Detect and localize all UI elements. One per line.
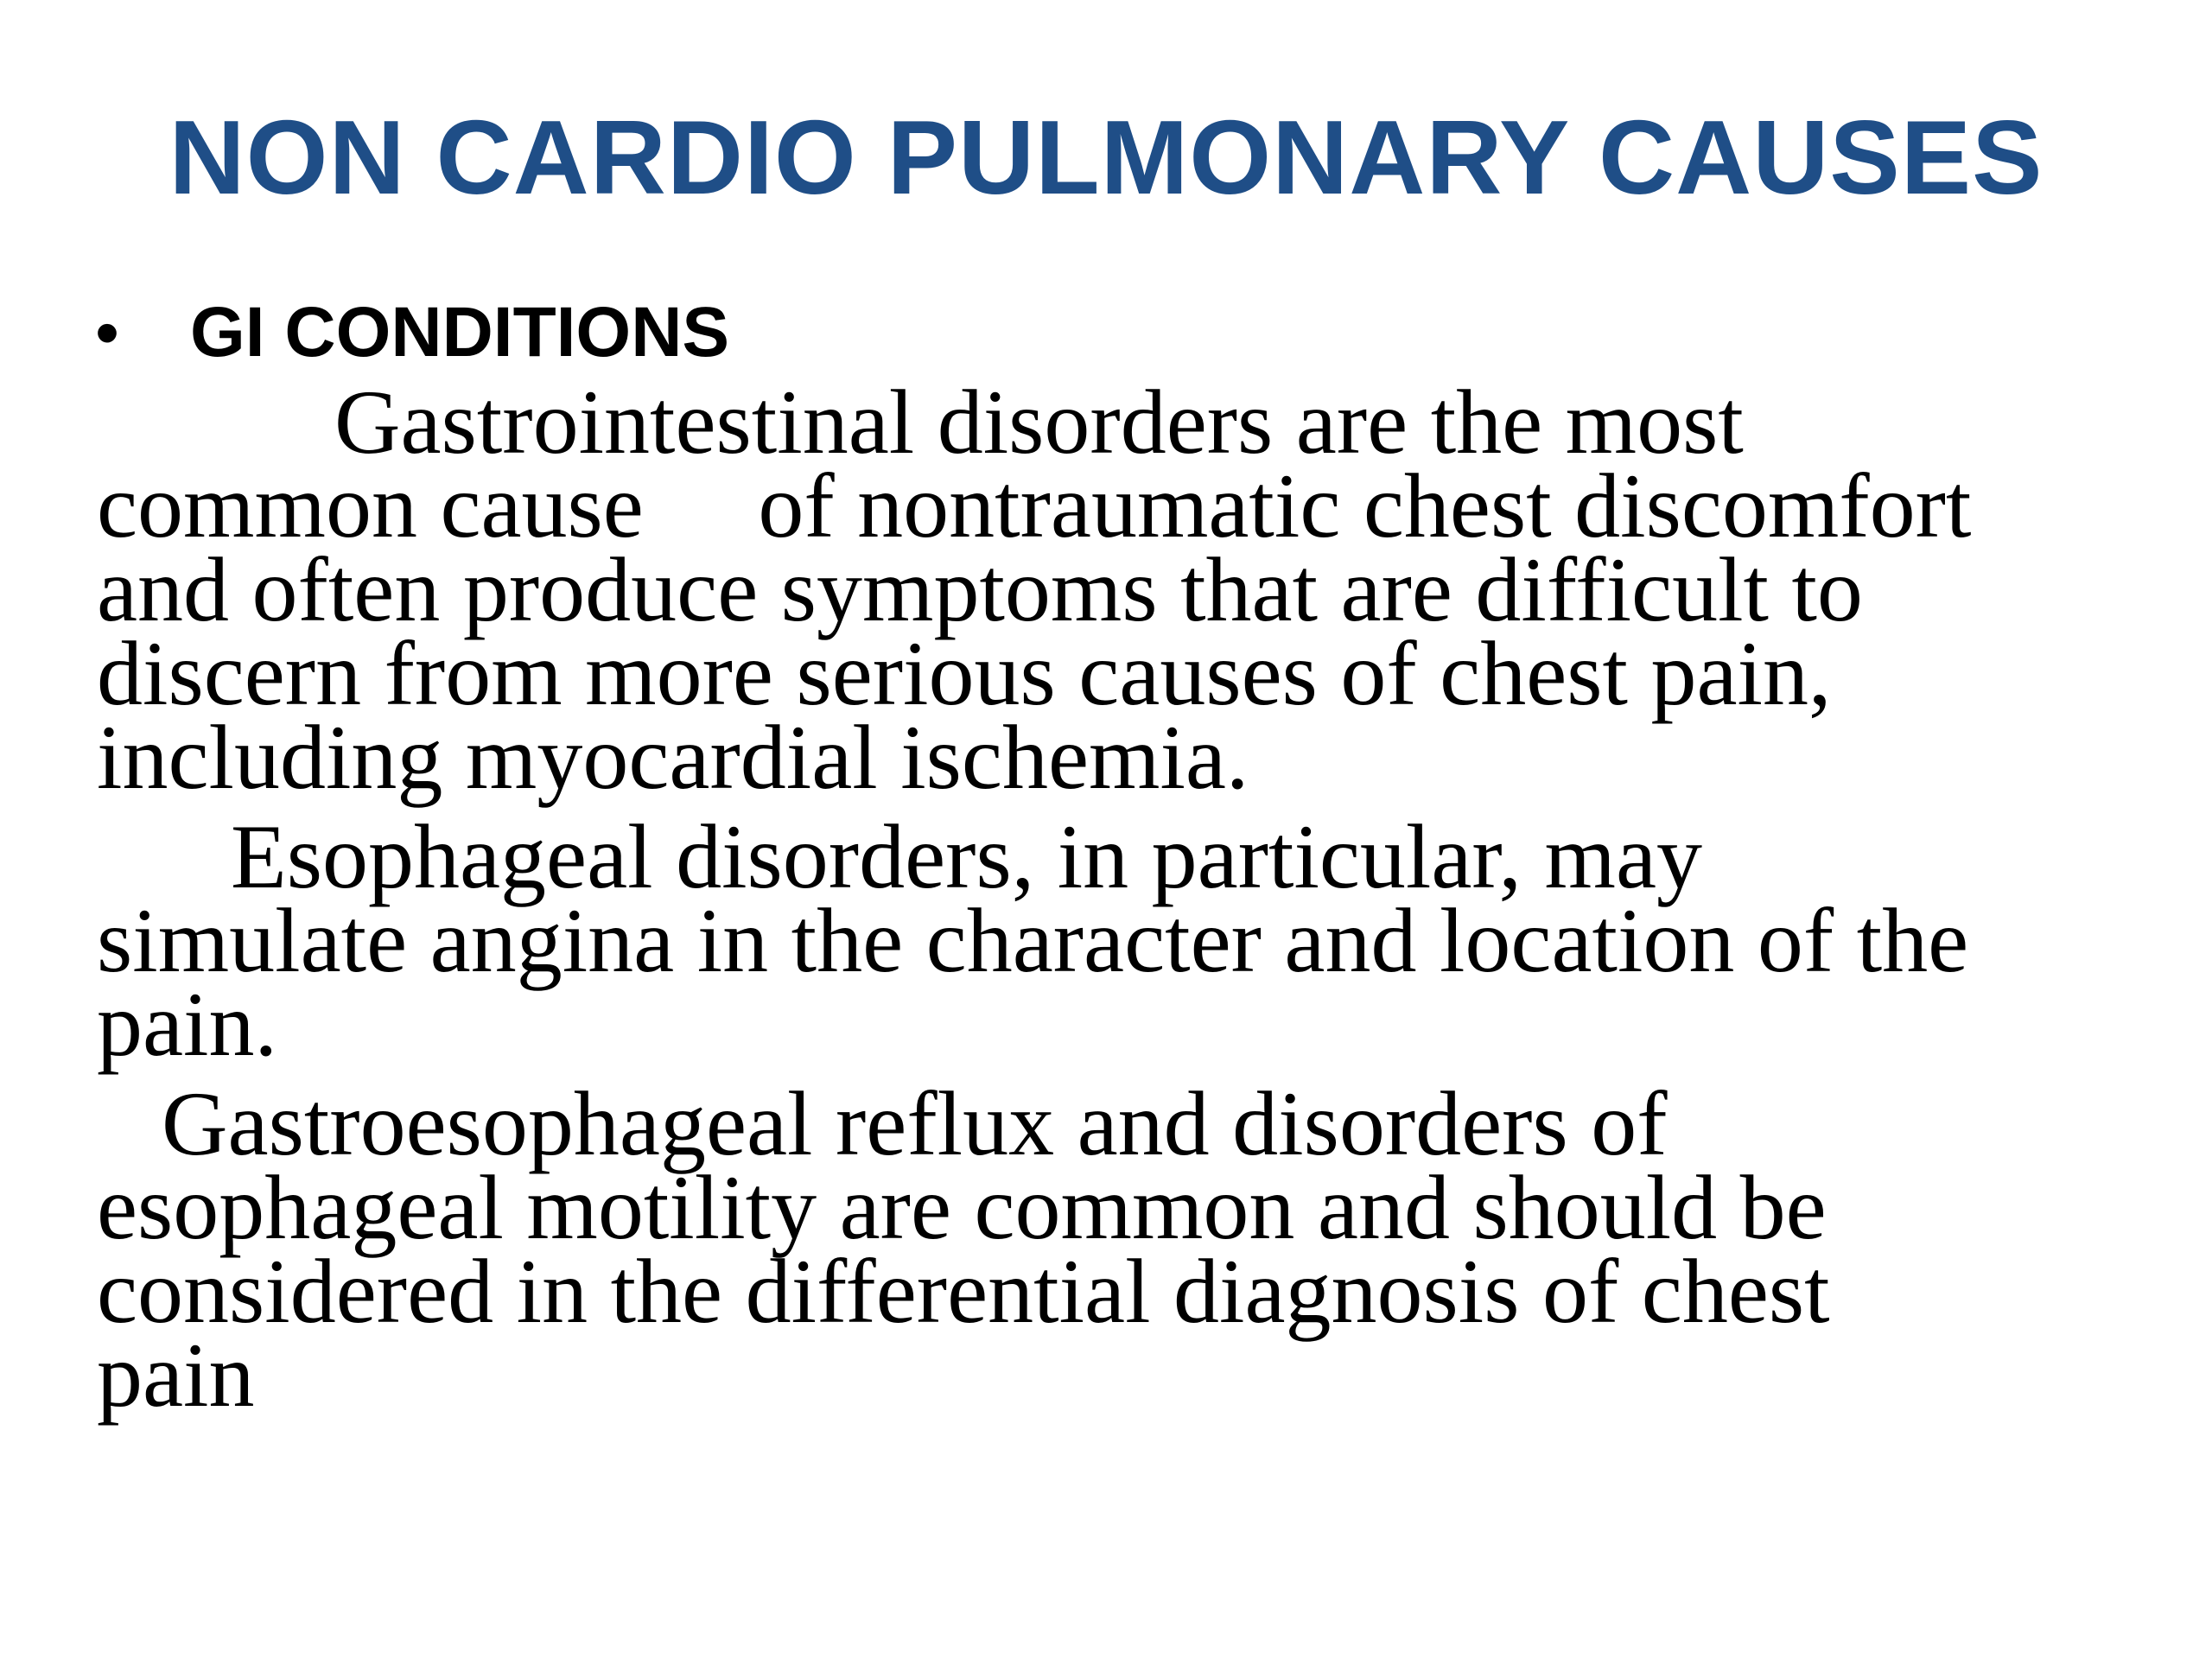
body-text xyxy=(97,372,2110,1426)
paragraph-line: esophageal motility are common and should be xyxy=(97,1157,1827,1258)
bullet-item-gi-conditions xyxy=(95,285,729,380)
paragraph-line: Gastrointestinal disorders are the most xyxy=(334,372,1744,473)
paragraph-gi-disorders xyxy=(97,372,2110,808)
paragraph-gastroesophageal-reflux xyxy=(97,1073,2110,1426)
paragraph-esophageal-disorders xyxy=(97,806,2110,1075)
paragraph-line: simulate angina in the character and location of the xyxy=(97,890,1969,991)
bullet-icon: • xyxy=(95,294,120,371)
slide-title: NON CARDIO PULMONARY CAUSES xyxy=(168,99,2044,216)
paragraph-line: Esophageal disorders, in particular, may xyxy=(231,806,1702,907)
paragraph-line: considered in the differential diagnosis of chest xyxy=(97,1241,1830,1342)
paragraph-line: common cause of nontraumatic chest discomfort xyxy=(97,455,1972,556)
paragraph-line: pain xyxy=(97,1325,255,1426)
paragraph-line: and often produce symptoms that are difficult to xyxy=(97,539,1863,640)
paragraph-line: including myocardial ischemia. xyxy=(97,707,1249,808)
paragraph-line: Gastroesophageal reflux and disorders of xyxy=(162,1073,1668,1174)
paragraph-line: pain. xyxy=(97,974,277,1075)
bullet-heading: GI CONDITIONS xyxy=(190,293,730,372)
paragraph-line: discern from more serious causes of chest pain, xyxy=(97,623,1832,724)
